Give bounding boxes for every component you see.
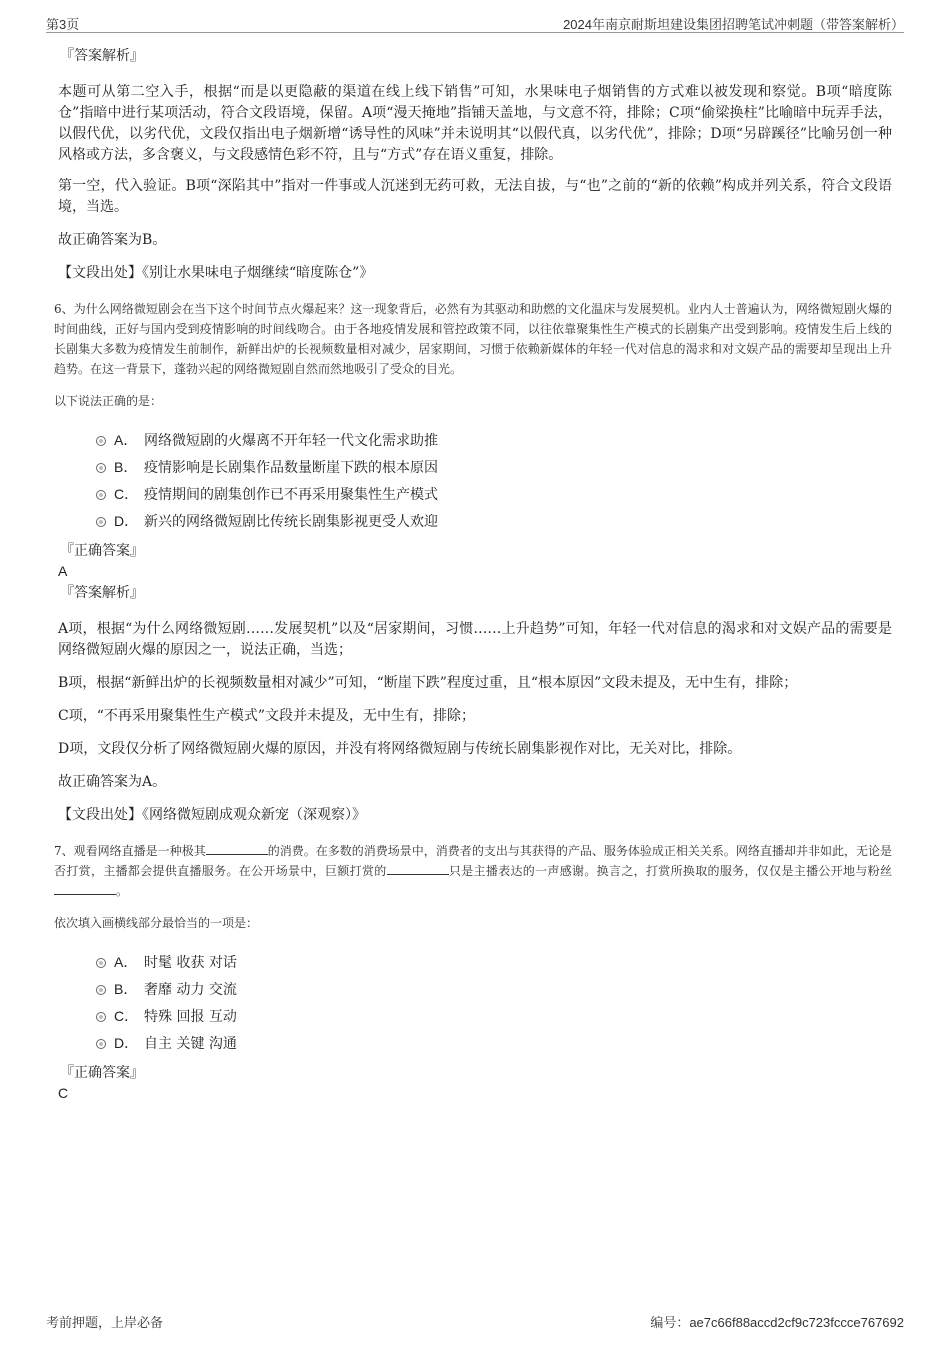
document-title: 2024年南京耐斯坦建设集团招聘笔试冲刺题（带答案解析）	[563, 17, 904, 32]
q5-analysis-label: 『答案解析』	[60, 48, 144, 64]
q6-option-d[interactable]: D． 新兴的网络微短剧比传统长剧集影视更受人欢迎	[96, 508, 892, 535]
q7-option-c[interactable]: C． 特殊 回报 互动	[96, 1003, 892, 1030]
fill-blank	[54, 881, 116, 895]
radio-icon[interactable]	[96, 1012, 106, 1022]
fill-blank	[206, 841, 268, 855]
q6-source: 【文段出处】《网络微短剧成观众新宠（深观察）》	[58, 807, 366, 823]
q6-options	[96, 427, 892, 535]
document-code: 编号：ae7c66f88accd2cf9c723fccce767692	[650, 1315, 904, 1330]
q7-answer: C	[58, 1085, 69, 1101]
fill-blank	[387, 861, 449, 875]
q6-analysis-para: A项，根据“为什么网络微短剧……发展契机”以及“居家期间，习惯……上升趋势”可知，年轻一代对信息的渴求和对文娱产品的需要是网络微短剧火爆的原因之一，说法正确，当选；	[58, 621, 892, 658]
page-number: 第3页	[46, 17, 80, 32]
q6-option-c[interactable]: C． 疫情期间的剧集创作已不再采用聚集性生产模式	[96, 481, 892, 508]
q5-analysis-para: 本题可从第二空入手，根据“而是以更隐蔽的渠道在线上线下销售”可知，水果味电子烟销售的方式难以被发现和察觉。B项“暗度陈仓”指暗中进行某项活动，符合文段语境，保留。A项“漫天掩地”指铺天盖地，与文意不符，排除；C项“偷梁换柱”比喻暗中玩弄手法，以假代优，以劣代优，文段仅指出电子烟新增“诱导性的风味”并未说明其“以假代真，以劣代优”，排除；D项“另辟蹊径”比喻另创一种风格或方法，多含褒义，与文段感情色彩不符，且与“方式”存在语义重复，排除。	[58, 84, 892, 163]
q6-question-text: 6、为什么网络微短剧会在当下这个时间节点火爆起来？这一现象背后，必然有为其驱动和助燃的文化温床与发展契机。业内人士普遍认为，网络微短剧火爆的时间曲线，正好与国内受到疫情影响的时间线吻合。由于各地疫情发展和管控政策不同，以往依靠聚集性生产模式的长剧集产出受到影响。疫情发生后上线的长剧集大多数为疫情发生前制作，新鲜出炉的长视频数量相对减少，居家期间，习惯于依赖新媒体的年轻一代对信息的渴求和对文娱产品的需要却呈现出上升趋势。在这一背景下，蓬勃兴起的网络微短剧自然而然地吸引了受众的目光。	[54, 302, 892, 376]
radio-icon[interactable]	[96, 463, 106, 473]
q6-analysis-para: B项，根据“新鲜出炉的长视频数量相对减少”可知，“断崖下跌”程度过重，且“根本原因”文段未提及，无中生有，排除；	[58, 675, 798, 691]
page-content	[56, 46, 892, 1105]
footer-slogan: 考前押题，上岸必备	[46, 1315, 164, 1330]
page-footer	[46, 1312, 904, 1332]
q6-conclusion: 故正确答案为A。	[58, 774, 167, 790]
q5-source: 【文段出处】《别让水果味电子烟继续“暗度陈仓”》	[58, 265, 374, 281]
q6-prompt: 以下说法正确的是：	[54, 394, 163, 408]
q7-option-a[interactable]: A． 时髦 收获 对话	[96, 949, 892, 976]
q6-option-b[interactable]: B． 疫情影响是长剧集作品数量断崖下跌的根本原因	[96, 454, 892, 481]
radio-icon[interactable]	[96, 490, 106, 500]
q7-option-d[interactable]: D． 自主 关键 沟通	[96, 1030, 892, 1057]
q7-answer-label: 『正确答案』	[60, 1065, 144, 1081]
q6-option-a[interactable]: A． 网络微短剧的火爆离不开年轻一代文化需求助推	[96, 427, 892, 454]
q6-answer: A	[58, 563, 68, 579]
q7-question-text: 7、观看网络直播是一种极其 的消费。在多数的消费场景中，消费者的支出与其获得的产品、服务体验成正相关关系。网络直播却并非如此，无论是否打赏，主播都会提供直播服务。在公开场景中，巨额打赏的 只是主播表达的一声感谢。换言之，打赏所换取的服务，仅仅是主播公开地与粉丝。	[54, 841, 892, 901]
radio-icon[interactable]	[96, 1039, 106, 1049]
q7-option-b[interactable]: B． 奢靡 动力 交流	[96, 976, 892, 1003]
q6-analysis-para: C项，“不再采用聚集性生产模式”文段并未提及，无中生有，排除；	[58, 708, 476, 724]
page-header	[46, 12, 904, 33]
q7-prompt: 依次填入画横线部分最恰当的一项是：	[54, 916, 259, 930]
q5-conclusion: 故正确答案为B。	[58, 232, 167, 248]
q5-analysis-para: 第一空，代入验证。B项“深陷其中”指对一件事或人沉迷到无药可救，无法自拔，与“也”之前的“新的依赖”构成并列关系，符合文段语境，当选。	[58, 178, 892, 215]
radio-icon[interactable]	[96, 517, 106, 527]
radio-icon[interactable]	[96, 985, 106, 995]
q6-answer-label: 『正确答案』	[60, 543, 144, 559]
q7-options	[96, 949, 892, 1057]
radio-icon[interactable]	[96, 436, 106, 446]
q6-analysis-label: 『答案解析』	[60, 585, 144, 601]
q6-analysis-para: D项，文段仅分析了网络微短剧火爆的原因，并没有将网络微短剧与传统长剧集影视作对比，无关对比，排除。	[58, 741, 742, 757]
radio-icon[interactable]	[96, 958, 106, 968]
